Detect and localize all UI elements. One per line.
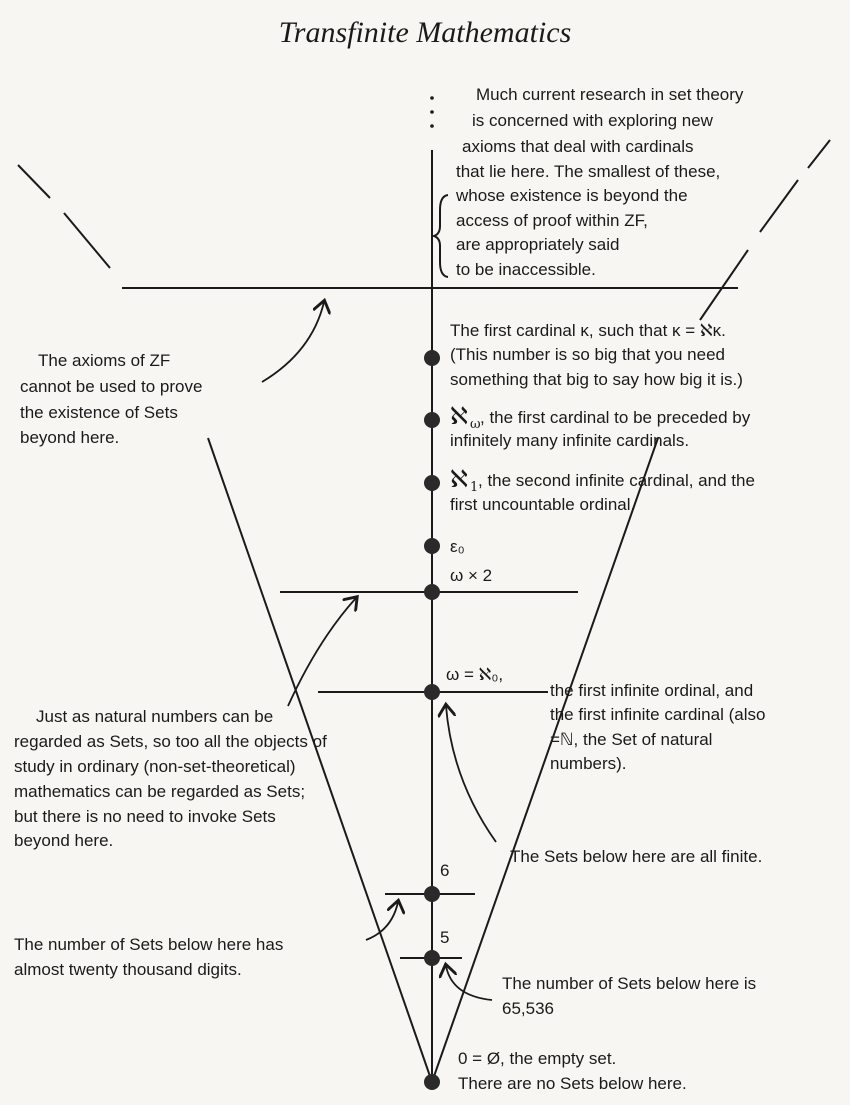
aleph-omega-line: infinitely many infinite cardinals. <box>450 431 690 450</box>
research-brace <box>434 195 448 277</box>
cone-left-dash <box>18 165 50 198</box>
natural-note <box>14 707 327 850</box>
omega-label: ω = ℵ₀, <box>446 665 504 684</box>
natural-note-line: beyond here. <box>14 831 114 850</box>
zf-note-line: cannot be used to prove <box>20 377 203 396</box>
aleph-one-line: first uncountable ordinal. <box>450 495 636 514</box>
cone-right-dash <box>700 250 748 320</box>
omega-line: numbers). <box>550 754 627 773</box>
research-note-line: whose existence is beyond the <box>456 186 688 205</box>
research-note <box>455 85 744 279</box>
natural-note-line: Just as natural numbers can be <box>36 707 274 726</box>
research-note-line: axioms that deal with cardinals <box>462 137 694 156</box>
empty-set-line: 0 = Ø, the empty set. <box>458 1049 617 1068</box>
count-arrow <box>446 966 492 1000</box>
aleph-subscript: 1 <box>470 480 479 495</box>
kappa-line: The first cardinal κ, such that κ = ℵκ. <box>450 321 726 340</box>
cone-right-dash <box>760 180 798 232</box>
natural-note-line: study in ordinary (non-set-theoretical) <box>14 757 296 776</box>
count-line: 65,536 <box>502 999 554 1018</box>
omega-description <box>550 681 765 773</box>
kappa-node <box>424 350 440 366</box>
natural-note-line: mathematics can be regarded as Sets; <box>14 782 306 801</box>
research-note-line: access of proof within ZF, <box>456 211 648 230</box>
kappa-line: (This number is so big that you need <box>450 345 725 364</box>
five-node <box>424 950 440 966</box>
research-note-line: to be inaccessible. <box>456 260 596 279</box>
cone-right-dash <box>808 140 830 168</box>
six-label: 6 <box>440 861 450 880</box>
omega-line: the first infinite cardinal (also <box>550 705 766 724</box>
twenty-thousand-line: The number of Sets below here has <box>14 935 284 954</box>
aleph-omega-label <box>450 402 751 450</box>
count-note <box>502 974 756 1018</box>
omega-times-two-node <box>424 584 440 600</box>
zf-note <box>20 351 202 447</box>
natural-note-line: regarded as Sets, so too all the objects of <box>14 732 327 751</box>
zf-note-line: beyond here. <box>20 428 120 447</box>
twenty-thousand-note <box>14 935 283 979</box>
aleph-subscript: ω <box>470 417 481 432</box>
empty-set-line: There are no Sets below here. <box>458 1074 687 1093</box>
omega-times-two-label: ω × 2 <box>450 566 493 585</box>
kappa-line: something that big to say how big it is.) <box>450 370 743 389</box>
cone-left-dash <box>64 213 110 268</box>
zf-arrow <box>262 302 324 382</box>
finite-arrow <box>446 706 496 842</box>
continuation-dot <box>430 110 434 114</box>
kappa-label <box>450 321 743 389</box>
aleph-symbol: ℵ <box>450 465 468 493</box>
omega-line: the first infinite ordinal, and <box>550 681 754 700</box>
epsilon-zero-label: ε₀ <box>450 537 465 556</box>
natural-note-line: but there is no need to invoke Sets <box>14 807 276 826</box>
zf-note-line: the existence of Sets <box>20 403 178 422</box>
aleph-one-label <box>450 465 755 514</box>
six-node <box>424 886 440 902</box>
zero-node <box>424 1074 440 1090</box>
aleph-symbol: ℵ <box>450 402 468 430</box>
research-note-line: are appropriately said <box>456 235 620 254</box>
research-note-line: Much current research in set theory <box>476 85 744 104</box>
aleph-one-node <box>424 475 440 491</box>
omega-line: =ℕ, the Set of natural <box>550 730 713 749</box>
count-line: The number of Sets below here is <box>502 974 757 993</box>
epsilon-zero-node <box>424 538 440 554</box>
empty-set-note <box>458 1049 687 1093</box>
omega-node <box>424 684 440 700</box>
five-label: 5 <box>440 928 450 947</box>
zf-note-line: The axioms of ZF <box>38 351 171 370</box>
research-note-line: that lie here. The smallest of these, <box>456 162 721 181</box>
natural-arrow <box>288 598 356 706</box>
finite-note: The Sets below here are all finite. <box>510 847 763 866</box>
twenty-thousand-line: almost twenty thousand digits. <box>14 960 242 979</box>
aleph-omega-line: , the first cardinal to be preceded by <box>480 408 751 427</box>
research-note-line: is concerned with exploring new <box>472 111 713 130</box>
aleph-omega-node <box>424 412 440 428</box>
continuation-dot <box>430 124 434 128</box>
page-title: Transfinite Mathematics <box>278 16 572 49</box>
continuation-dot <box>430 96 434 100</box>
aleph-one-line: , the second infinite cardinal, and the <box>478 471 755 490</box>
